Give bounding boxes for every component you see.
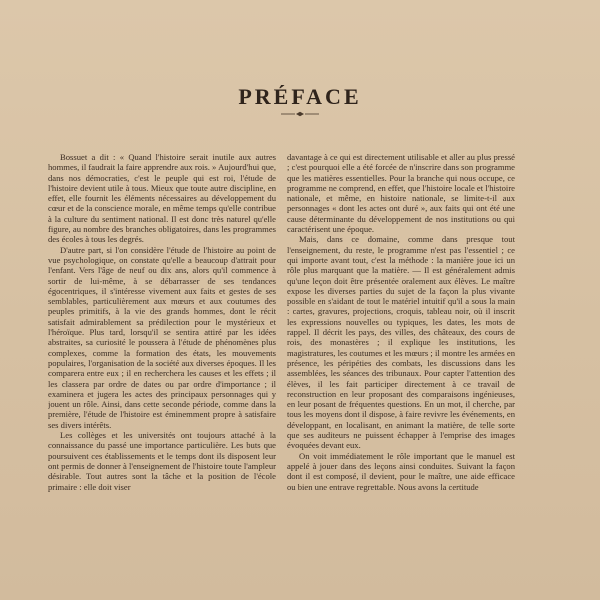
page-title: PRÉFACE	[238, 84, 362, 109]
paragraph: On voit immédiatement le rôle important que le manuel est appelé à jouer dans des leçons ainsi conduites. Suivant la façon dont il est composé, il devient, pour le maître, une aide efficace ou bien une entrave regrettable. Nous avons la certitude	[287, 450, 515, 492]
paragraph: Bossuet a dit : « Quand l'histoire serait inutile aux autres hommes, il faudrait la faire apprendre aux rois. » Aujourd'hui que, dans nos démocraties, c'est le peuple qui est roi, l'étude de l'histoire devient utile à tous. Mieux que toute autre discipline, en effet, elle fournit les éléments nécessaires au développement du cœur et de la conscience morale, en même temps qu'elle contribue à la culture du sentiment national. Il est donc très naturel qu'elle figure, au nombre des branches obligatoires, dans les programmes des écoles à tous les degrés.	[48, 152, 276, 245]
paragraph: D'autre part, si l'on considère l'étude de l'histoire au point de vue psychologique, on constate qu'elle a beaucoup d'attrait pour l'enfant. Vers l'âge de neuf ou dix ans, alors qu'il commence à sortir de lui-même, à se débarrasser de ses tendances égocentriques, il s'intéresse vivement aux faits et gestes de ses semblables, particulièrement aux mœurs et aux coutumes des peuples primitifs, à la vie des grands hommes, dont le récit satisfait admirablement sa prédilection pour le mystérieux et l'héroïque. Plus tard, lorsqu'il se sentira attiré par les idées abstraites, sa curiosité le poussera à l'étude de phénomènes plus complexes, comme la formation des états, les mouvements populaires, l'organisation de la société aux diverses époques. Il les comparera entre eux ; il en recherchera les causes et les effets ; il les classera par ordre de dates ou par ordre d'importance ; il examinera et jugera les actes des principaux personnages qui y jouent un rôle. Ainsi, dans cette seconde période, comme dans la première, l'étude de l'histoire est éminemment propre à satisfaire ses divers intérêts.	[48, 244, 276, 430]
paragraph: davantage à ce qui est directement utilisable et aller au plus pressé ; c'est pourquoi elle a été forcée de n'inscrire dans son programme que les matières essentielles. Pour la branche qui nous occupe, ce programme ne comprend, en effet, que l'histoire locale et l'histoire nationale, et même, en histoire nationale, se limite-t-il aux personnages « dont les actes ont duré », aux faits qui ont été une cause déterminante du développement de nos institutions ou qui caractérisent une époque.	[287, 152, 515, 235]
text-column-right	[287, 152, 515, 592]
paragraph: Les collèges et les universités ont toujours attaché à la connaissance du passé une importance particulière. Les buts que poursuivent ces établissements et le temps dont ils disposent leur ont permis de donner à l'enseignement de l'histoire toute l'ampleur désirable. Tout autres sont la tâche et la position de l'école primaire : elle doit viser	[48, 430, 276, 492]
paragraph: Mais, dans ce domaine, comme dans presque tout l'enseignement, du reste, le programme n'est pas l'essentiel ; ce qui importe avant tout, c'est la méthode : la manière joue ici un rôle plus marquant que la matière. — Il est généralement admis qu'une leçon doit être présentée oralement aux élèves. Le maître expose les diverses parties du sujet de la façon la plus vivante possible en s'aidant de tout le matériel intuitif qu'il a sous la main : cartes, gravures, projections, croquis, tableau noir, où il inscrit les expressions nouvelles ou typiques, les dates, les mots de rappel. Il décrit les pays, des villes, des châteaux, des cours de rois, des monastères ; il explique les institutions, les magistratures, les coutumes et les mœurs ; il montre les armées en présence, les péripéties des combats, les discussions dans les assemblées, les séances des tribunaux. Pour capter l'attention des élèves, il les fait participer directement à ce travail de reconstruction en leur proposant des comparaisons ingénieuses, en leur posant de fréquentes questions. En un mot, il cherche, par tous les moyens dont il dispose, à faire revivre les événements, en développant, en localisant, en animant la matière, de telle sorte que ses auditeurs ne puissent échapper à l'emprise des images évoquées devant eux.	[287, 234, 515, 451]
text-column-left	[48, 152, 276, 592]
ornament-divider	[281, 111, 319, 117]
